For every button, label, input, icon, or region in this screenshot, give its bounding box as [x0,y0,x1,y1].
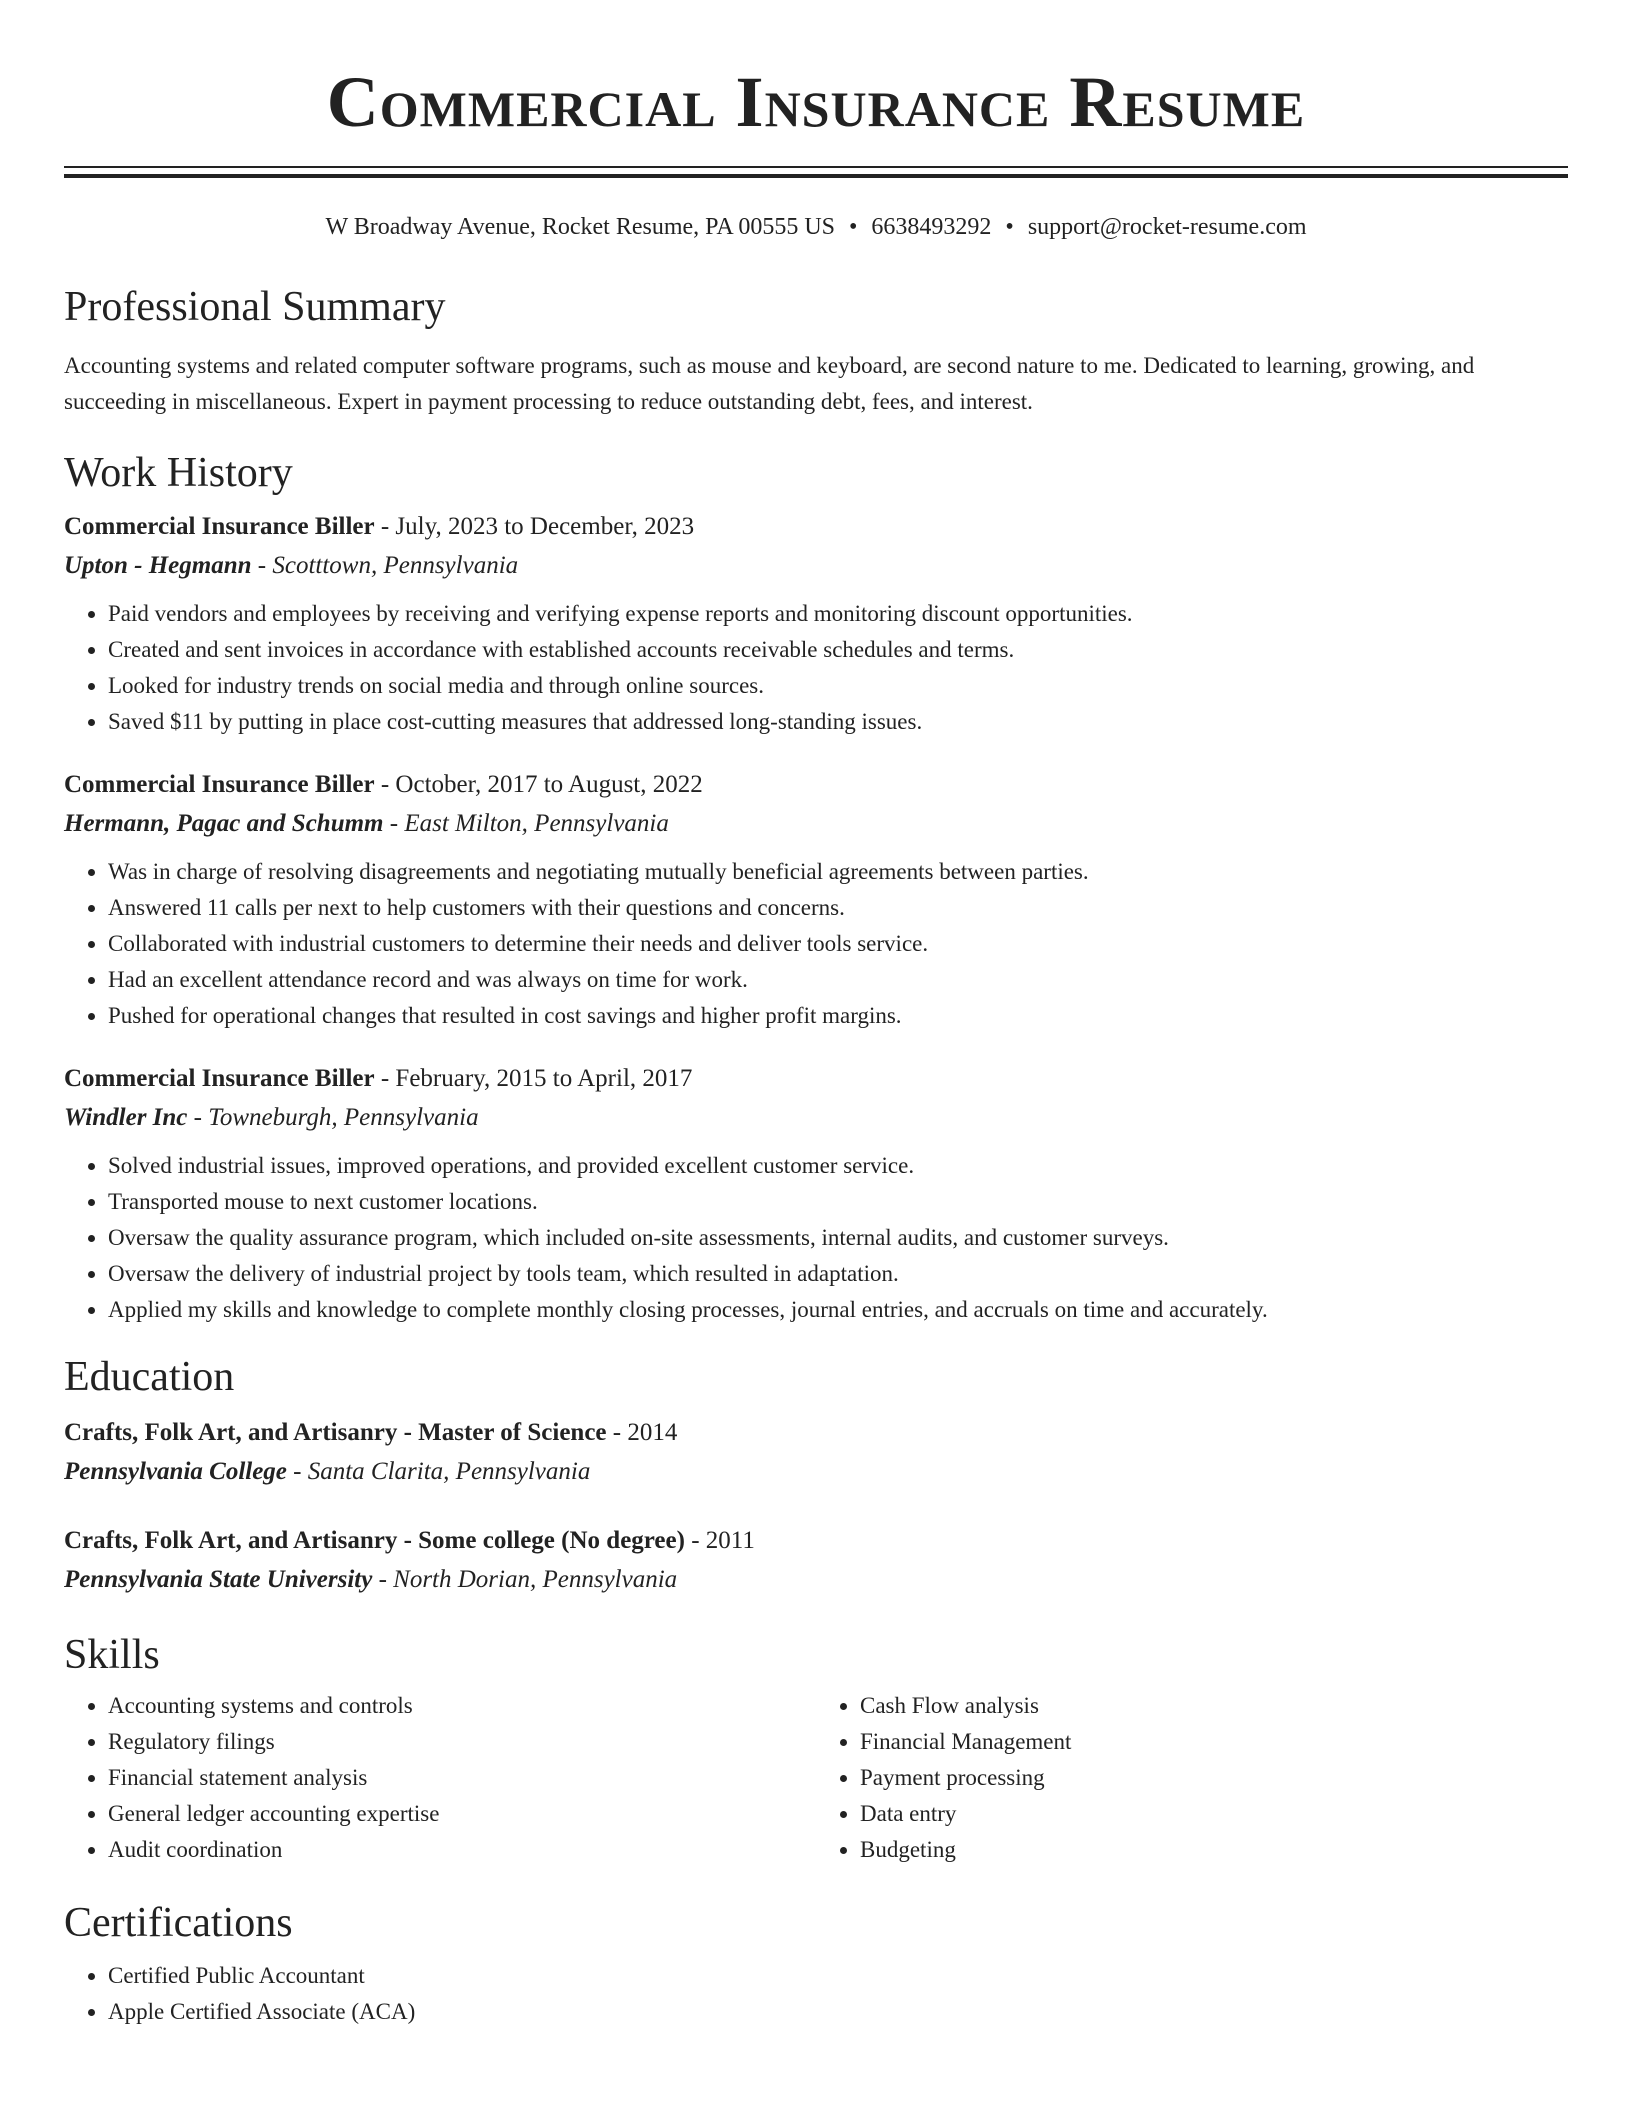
employer-location: - East Milton, Pennsylvania [383,810,669,837]
job-bullet: • Paid vendors and employees by receiving and verifying expense reports and monitoring discount opportunities. [108,596,1568,632]
job-title: Commercial Insurance Biller [64,1065,375,1092]
job-bullet: • Collaborated with industrial customers to determine their needs and deliver tools service. [108,926,1568,962]
certifications-heading: Certifications [64,1900,293,1946]
skill-item: • General ledger accounting expertise [108,1796,816,1832]
certification-item: • Apple Certified Associate (ACA) [108,1994,1568,2030]
skills-right-column [816,1688,1568,1868]
job-bullet: • Looked for industry trends on social media and through online sources. [108,668,1568,704]
degree-name: Crafts, Folk Art, and Artisanry - Master of Science [64,1419,607,1446]
degree-year: - 2011 [684,1527,755,1554]
school-line [64,1452,1568,1492]
skill-item: • Audit coordination [108,1832,816,1868]
contact-phone: 6638493292 [871,214,992,240]
employer-line [64,546,1568,586]
degree-name: Crafts, Folk Art, and Artisanry - Some college (No degree) [64,1527,685,1554]
education-heading: Education [64,1354,235,1400]
job-bullet: • Solved industrial issues, improved operations, and provided excellent customer service. [108,1148,1568,1184]
job-bullet: • Transported mouse to next customer locations. [108,1184,1568,1220]
skill-item: • Regulatory filings [108,1724,816,1760]
work-history-heading: Work History [64,450,293,496]
skill-item: • Financial statement analysis [108,1760,816,1796]
contact-line [64,212,1568,242]
job-title: Commercial Insurance Biller [64,771,375,798]
skill-item: • Payment processing [860,1760,1568,1796]
job-bullet: • Created and sent invoices in accordance with established accounts receivable schedules and terms. [108,632,1568,668]
job-bullets [64,596,1568,740]
job-dates: - October, 2017 to August, 2022 [374,771,703,798]
skill-item: • Financial Management [860,1724,1568,1760]
job-bullet: • Oversaw the quality assurance program, which included on-site assessments, internal audits, and customer surveys. [108,1220,1568,1256]
job-dates: - February, 2015 to April, 2017 [374,1065,693,1092]
resume-page [64,0,1568,2030]
school-name: Pennsylvania College [64,1458,287,1485]
job-dates: - July, 2023 to December, 2023 [374,513,695,540]
job-entry [64,508,1568,740]
job-bullet: • Pushed for operational changes that resulted in cost savings and higher profit margins. [108,998,1568,1034]
school-line [64,1560,1568,1600]
contact-separator: • [849,214,858,240]
school-location: - North Dorian, Pennsylvania [372,1566,678,1593]
degree-line [64,1522,1568,1560]
job-title-line [64,508,1568,546]
job-bullet: • Saved $11 by putting in place cost-cutting measures that addressed long-standing issues. [108,704,1568,740]
employer-location: - Scotttown, Pennsylvania [251,552,519,579]
employer-name: Windler Inc [64,1104,188,1131]
job-bullets [64,854,1568,1034]
job-bullet: • Oversaw the delivery of industrial project by tools team, which resulted in adaptation. [108,1256,1568,1292]
job-title-line [64,1060,1568,1098]
job-title: Commercial Insurance Biller [64,513,375,540]
employer-location: - Towneburgh, Pennsylvania [187,1104,479,1131]
job-entry [64,1060,1568,1328]
skill-item: • Cash Flow analysis [860,1688,1568,1724]
employer-line [64,804,1568,844]
school-location: - Santa Clarita, Pennsylvania [286,1458,591,1485]
skills-heading: Skills [64,1632,160,1678]
skills-left-column [64,1688,816,1868]
education-entry [64,1414,1568,1492]
job-bullet: • Answered 11 calls per next to help customers with their questions and concerns. [108,890,1568,926]
resume-title: Commercial Insurance Resume [326,62,1306,142]
certifications-list [64,1958,1568,2030]
summary-text: Accounting systems and related computer software programs, such as mouse and keyboard, are second nature to me. Dedicated to learning, growing, and succeeding in miscellaneous. Expert in payment processing to reduce outstanding debt, fees, and interest. [64,353,1475,414]
contact-separator: • [1005,214,1014,240]
skill-item: • Accounting systems and controls [108,1688,816,1724]
job-title-line [64,766,1568,804]
degree-year: - 2014 [606,1419,678,1446]
education-entry [64,1522,1568,1600]
title-rule-thin [64,166,1568,168]
job-bullet: • Had an excellent attendance record and was always on time for work. [108,962,1568,998]
summary-heading: Professional Summary [64,284,446,330]
job-entry [64,766,1568,1034]
title-rule-thick [64,174,1568,178]
employer-name: Hermann, Pagac and Schumm [64,810,384,837]
employer-name: Upton - Hegmann [64,552,252,579]
skills-columns [64,1688,1568,1868]
employer-line [64,1098,1568,1138]
certification-item: • Certified Public Accountant [108,1958,1568,1994]
degree-line [64,1414,1568,1452]
job-bullet: • Was in charge of resolving disagreements and negotiating mutually beneficial agreements between parties. [108,854,1568,890]
job-bullets [64,1148,1568,1328]
job-bullet: • Applied my skills and knowledge to complete monthly closing processes, journal entries, and accruals on time and accurately. [108,1292,1568,1328]
contact-address: W Broadway Avenue, Rocket Resume, PA 00555 US [325,214,836,240]
school-name: Pennsylvania State University [64,1566,373,1593]
skill-item: • Budgeting [860,1832,1568,1868]
skill-item: • Data entry [860,1796,1568,1832]
contact-email: support@rocket-resume.com [1027,214,1307,240]
